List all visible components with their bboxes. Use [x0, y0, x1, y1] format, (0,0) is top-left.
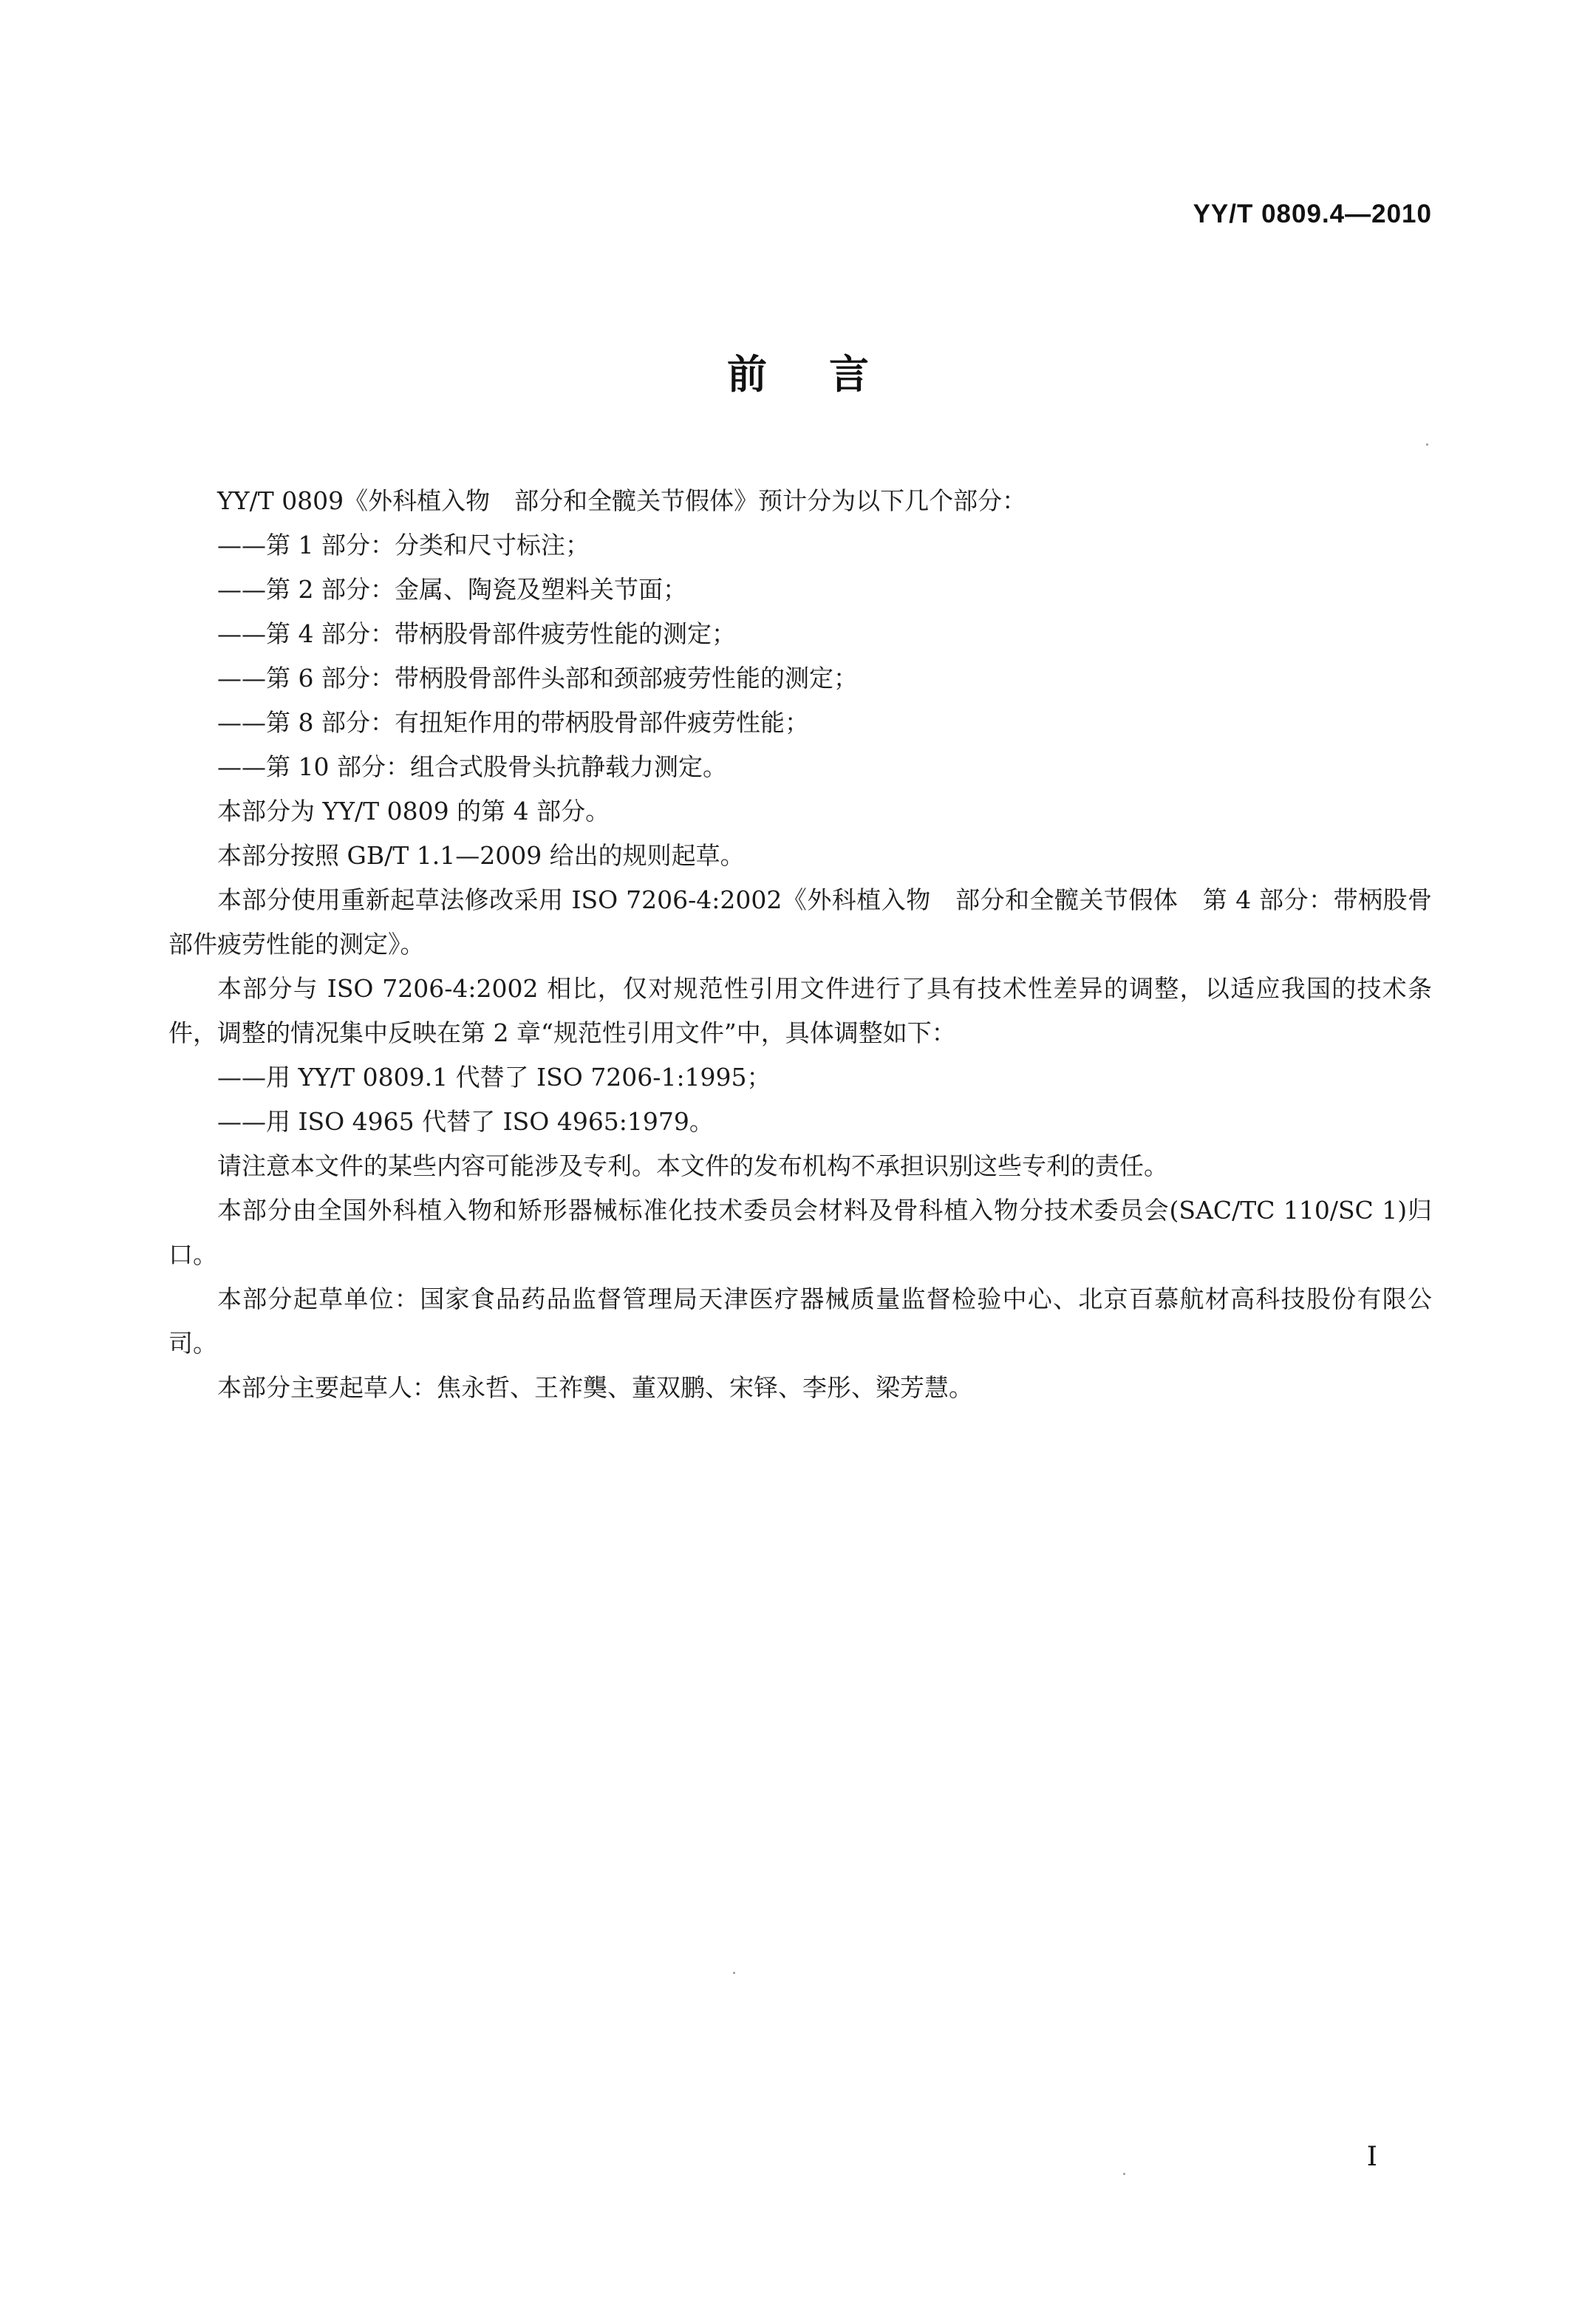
paragraph-drafting-rules: 本部分按照 GB/T 1.1—2009 给出的规则起草。 [217, 841, 745, 870]
list-item-part-6: ——第 6 部分：带柄股骨部件头部和颈部疲劳性能的测定； [217, 664, 858, 692]
list-item-part-2: ——第 2 部分：金属、陶瓷及塑料关节面； [217, 575, 687, 604]
scan-speck [733, 1972, 735, 1974]
paragraph-patent-notice: 请注意本文件的某些内容可能涉及专利。本文件的发布机构不承担识别这些专利的责任。 [217, 1151, 1168, 1180]
page-number: I [1366, 2142, 1377, 2172]
list-item-part-10: ——第 10 部分：组合式股骨头抗静载力测定。 [217, 752, 727, 781]
paragraph-part-statement: 本部分为 YY/T 0809 的第 4 部分。 [217, 797, 610, 826]
page-title: 前言 [727, 351, 931, 398]
list-item-part-4: ——第 4 部分：带柄股骨部件疲劳性能的测定； [217, 619, 736, 648]
paragraph-committee: 本部分由全国外科植入物和矫形器械标准化技术委员会材料及骨科植入物分技术委员会(SAC/TC 110/SC 1)归口。 [168, 1196, 1432, 1269]
list-item-replacement-1: ——用 YY/T 0809.1 代替了 ISO 7206-1:1995； [217, 1063, 771, 1092]
paragraph-drafters: 本部分主要起草人：焦永哲、王祚龑、董双鹏、宋铎、李彤、梁芳慧。 [217, 1373, 973, 1402]
list-item-part-8: ——第 8 部分：有扭矩作用的带柄股骨部件疲劳性能； [217, 708, 809, 737]
list-item-part-1: ——第 1 部分：分类和尺寸标注； [217, 531, 590, 559]
standard-code: YY/T 0809.4—2010 [1193, 200, 1432, 228]
paragraph-drafting-units: 本部分起草单位：国家食品药品监督管理局天津医疗器械质量监督检验中心、北京百慕航材高科技股份有限公司。 [168, 1284, 1432, 1358]
paragraph-series-intro: YY/T 0809《外科植入物 部分和全髋关节假体》预计分为以下几个部分： [217, 486, 1027, 515]
scan-speck [1426, 443, 1428, 446]
foreword-body [168, 479, 1432, 1410]
paragraph-adoption: 本部分使用重新起草法修改采用 ISO 7206-4:2002《外科植入物 部分和全髋关节假体 第 4 部分：带柄股骨部件疲劳性能的测定》。 [168, 885, 1432, 959]
list-item-replacement-2: ——用 ISO 4965 代替了 ISO 4965:1979。 [217, 1107, 714, 1136]
paragraph-differences: 本部分与 ISO 7206-4:2002 相比，仅对规范性引用文件进行了具有技术性差异的调整，以适应我国的技术条件，调整的情况集中反映在第 2 章“规范性引用文件”中，具体调整如下： [168, 974, 1432, 1047]
scan-speck [1123, 2173, 1125, 2175]
